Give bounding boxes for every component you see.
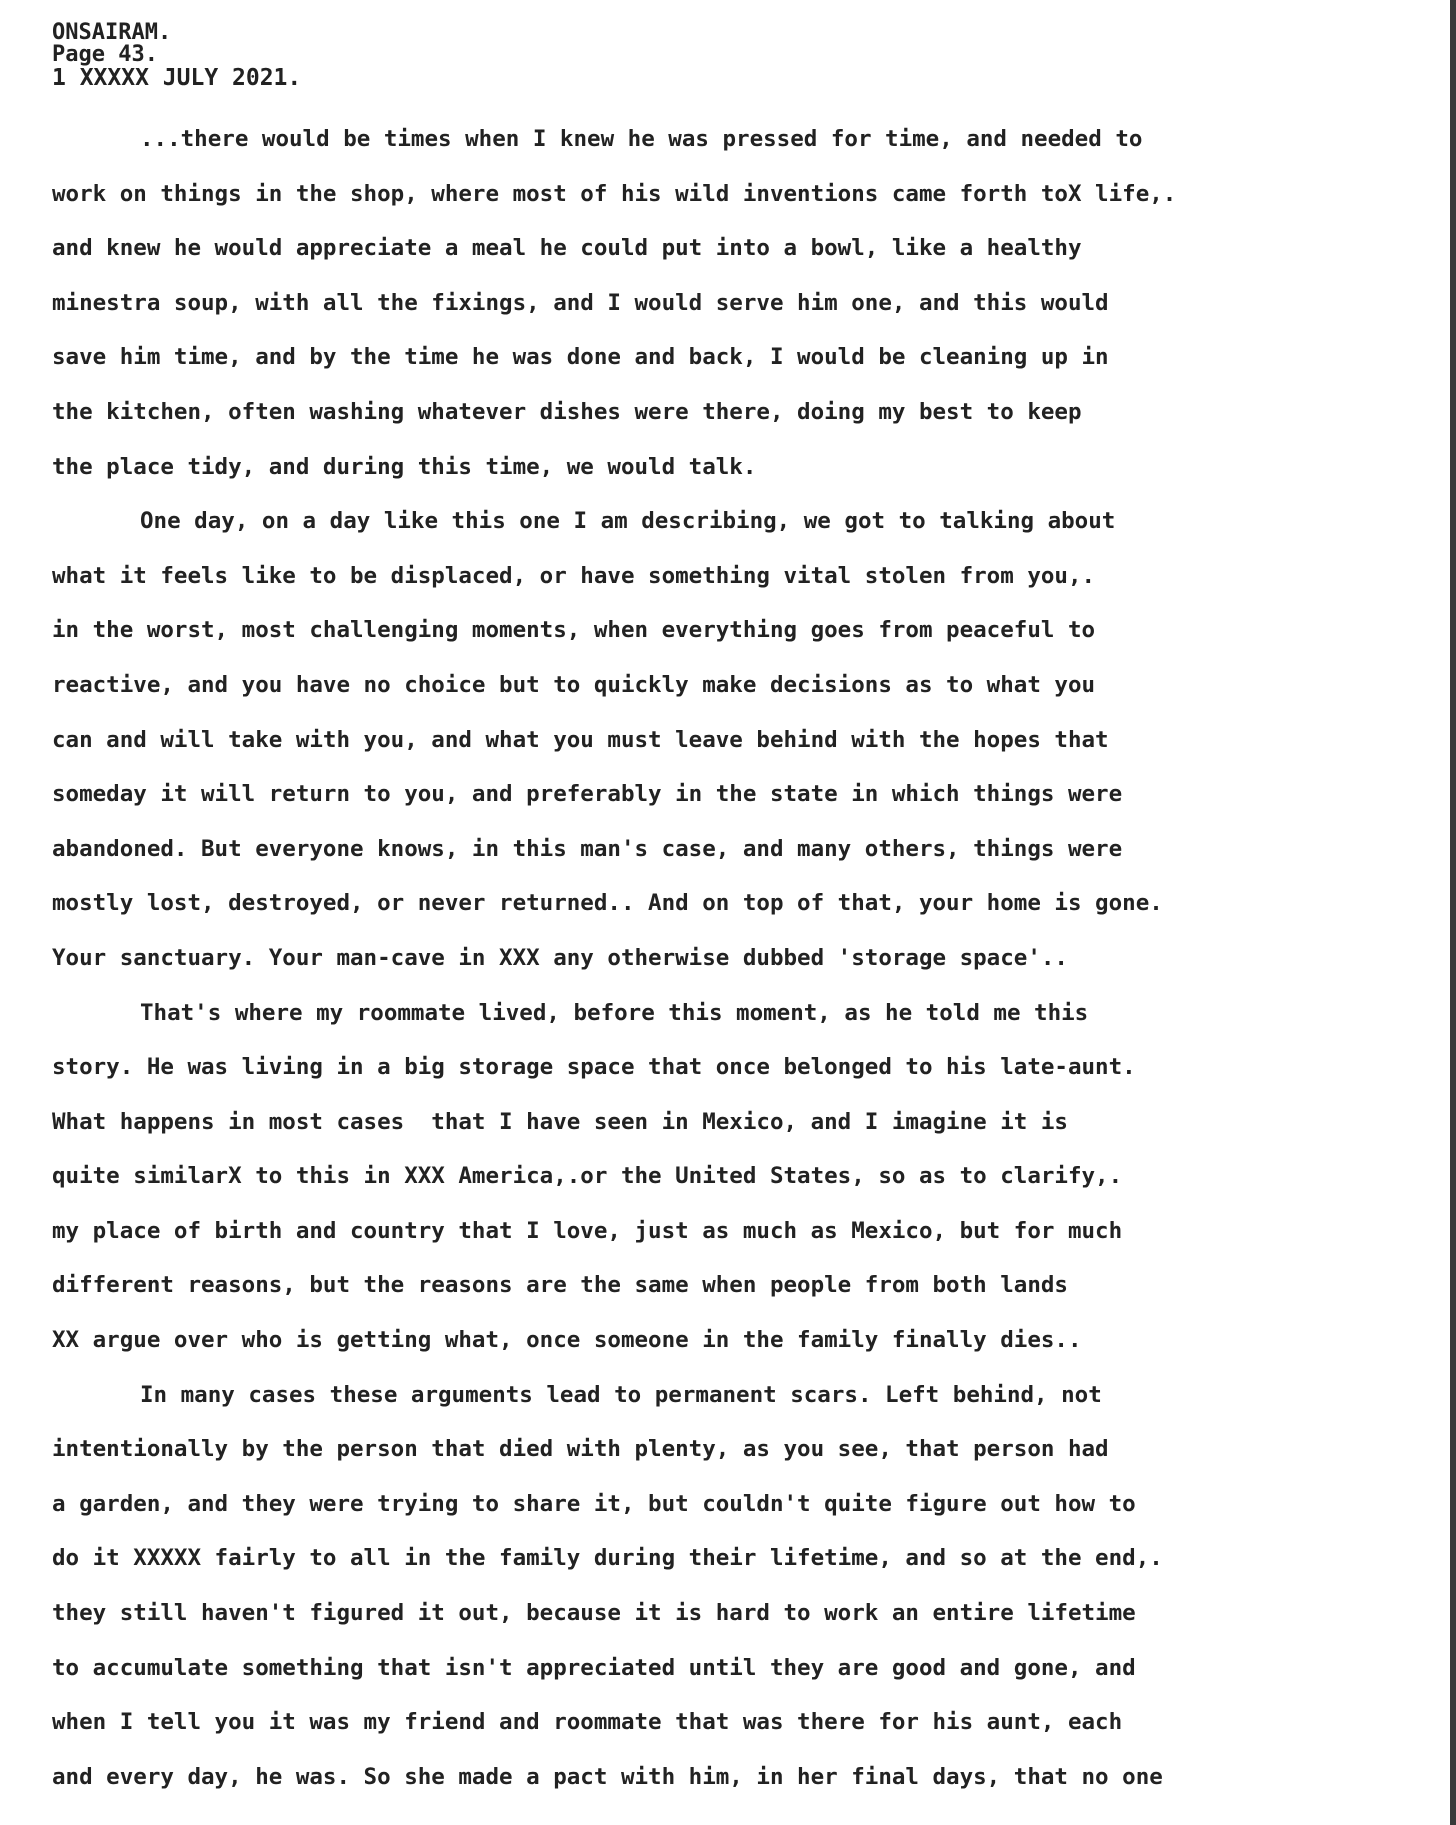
text-line: In many cases these arguments lead to permanent scars. Left behind, not	[140, 1381, 1102, 1408]
body-text	[52, 112, 1420, 1804]
text-line: in the worst, most challenging moments, when everything goes from peaceful to	[52, 617, 1096, 644]
text-line: reactive, and you have no choice but to quickly make decisions as to what you	[52, 671, 1096, 698]
text-line: Your sanctuary. Your man-cave in XXX any otherwise dubbed 'storage space'..	[52, 944, 1068, 971]
text-line: can and will take with you, and what you must leave behind with the hopes that	[52, 726, 1109, 753]
text-line: different reasons, but the reasons are the same when people from both lands	[52, 1272, 1068, 1299]
page-edge-shadow	[1450, 0, 1456, 1825]
text-line: when I tell you it was my friend and roommate that was there for his aunt, each	[52, 1709, 1123, 1736]
text-line: intentionally by the person that died with plenty, as you see, that person had	[52, 1436, 1109, 1463]
text-line: mostly lost, destroyed, or never returned.. And on top of that, your home is gone.	[52, 890, 1163, 917]
text-line: quite similarX to this in XXX America,.or the United States, so as to clarify,.	[52, 1163, 1123, 1190]
page-number: Page 43.	[52, 42, 158, 67]
text-line: they still haven't figured it out, because it is hard to work an entire lifetime	[52, 1600, 1136, 1627]
text-line: abandoned. But everyone knows, in this man's case, and many others, things were	[52, 835, 1123, 862]
text-line: XX argue over who is getting what, once someone in the family finally dies..	[52, 1327, 1082, 1354]
text-line: save him time, and by the time he was done and back, I would be cleaning up in	[52, 344, 1109, 371]
text-line: what it feels like to be displaced, or have something vital stolen from you,.	[52, 562, 1096, 589]
text-line: ...there would be times when I knew he was pressed for time, and needed to	[140, 126, 1143, 152]
text-line: do it XXXXX fairly to all in the family during their lifetime, and so at the end,.	[52, 1545, 1163, 1572]
text-line: the kitchen, often washing whatever dishes were there, doing my best to keep	[52, 398, 1082, 425]
text-line: my place of birth and country that I love, just as much as Mexico, but for much	[52, 1217, 1123, 1244]
text-line: to accumulate something that isn't appreciated until they are good and gone, and	[52, 1654, 1136, 1681]
text-line: the place tidy, and during this time, we would talk.	[52, 453, 757, 480]
text-line: and knew he would appreciate a meal he could put into a bowl, like a healthy	[52, 235, 1082, 262]
text-line: someday it will return to you, and preferably in the state in which things were	[52, 781, 1123, 808]
text-line: a garden, and they were trying to share it, but couldn't quite figure out how to	[52, 1490, 1136, 1517]
text-line: What happens in most cases that I have seen in Mexico, and I imagine it is	[52, 1108, 1068, 1135]
author-name: ONSAIRAM.	[52, 20, 172, 45]
text-line: work on things in the shop, where most of his wild inventions came forth toX life,.	[52, 180, 1177, 207]
text-line: and every day, he was. So she made a pact with him, in her final days, that no one	[52, 1763, 1163, 1790]
text-line: story. He was living in a big storage space that once belonged to his late-aunt.	[52, 1054, 1136, 1081]
page-header	[52, 22, 1420, 90]
text-line: One day, on a day like this one I am describing, we got to talking about	[140, 508, 1116, 535]
text-line: minestra soup, with all the fixings, and I would serve him one, and this would	[52, 289, 1109, 316]
date-line: 1 XXXXX JULY 2021.	[52, 65, 302, 91]
text-line: That's where my roommate lived, before this moment, as he told me this	[140, 999, 1089, 1026]
